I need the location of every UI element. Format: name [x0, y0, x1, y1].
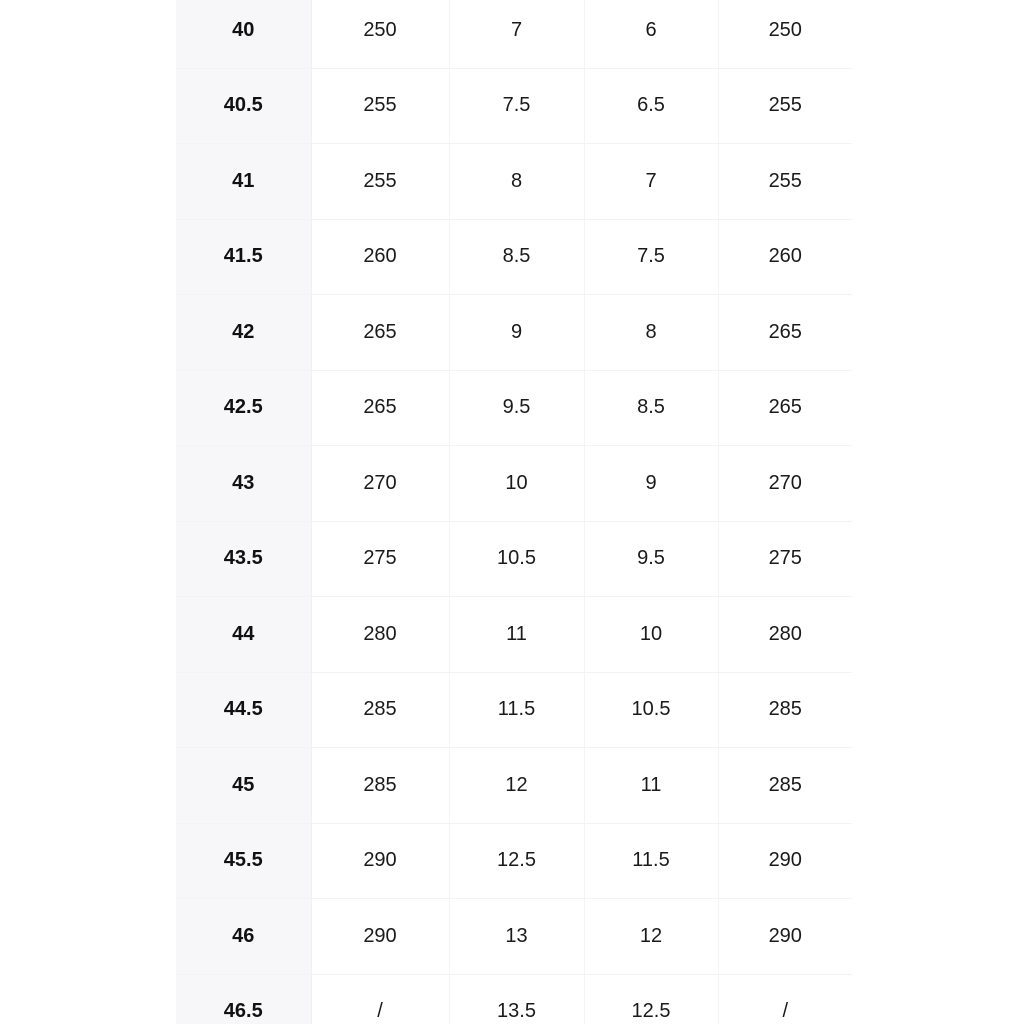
eu-size-cell: 46.5: [176, 974, 311, 1024]
table-cell: 13: [449, 899, 584, 975]
table-cell: 10.5: [449, 521, 584, 597]
table-cell: 285: [311, 672, 449, 748]
table-cell: 11.5: [449, 672, 584, 748]
table-cell: 10.5: [584, 672, 718, 748]
table-cell: 255: [718, 68, 852, 144]
table-cell: 7.5: [449, 68, 584, 144]
table-cell: 290: [718, 823, 852, 899]
eu-size-cell: 41: [176, 144, 311, 220]
eu-size-cell: 46: [176, 899, 311, 975]
table-row: [176, 0, 852, 68]
table-row: [176, 823, 852, 899]
eu-size-cell: 45.5: [176, 823, 311, 899]
table-cell: 270: [718, 446, 852, 522]
size-table-body: [176, 0, 852, 1024]
table-cell: 9.5: [584, 521, 718, 597]
table-cell: 10: [449, 446, 584, 522]
eu-size-cell: 43: [176, 446, 311, 522]
table-cell: 285: [718, 672, 852, 748]
table-cell: 7: [449, 0, 584, 68]
table-cell: 12.5: [449, 823, 584, 899]
table-row: [176, 295, 852, 371]
table-cell: 260: [718, 219, 852, 295]
table-cell: 11: [449, 597, 584, 673]
eu-size-cell: 44.5: [176, 672, 311, 748]
table-cell: 250: [311, 0, 449, 68]
table-cell: 255: [311, 144, 449, 220]
eu-size-cell: 40.5: [176, 68, 311, 144]
table-cell: 9: [449, 295, 584, 371]
table-cell: 8.5: [584, 370, 718, 446]
eu-size-cell: 41.5: [176, 219, 311, 295]
table-cell: 260: [311, 219, 449, 295]
table-cell: 280: [311, 597, 449, 673]
table-row: [176, 597, 852, 673]
table-row: [176, 899, 852, 975]
table-cell: 265: [718, 295, 852, 371]
table-cell: 290: [311, 823, 449, 899]
table-cell: 250: [718, 0, 852, 68]
table-row: [176, 219, 852, 295]
size-table: [176, 0, 852, 1024]
table-cell: 9: [584, 446, 718, 522]
table-cell: 265: [718, 370, 852, 446]
table-cell: 13.5: [449, 974, 584, 1024]
table-cell: 10: [584, 597, 718, 673]
table-cell: 8.5: [449, 219, 584, 295]
table-cell: 265: [311, 370, 449, 446]
table-row: [176, 144, 852, 220]
table-cell: 8: [584, 295, 718, 371]
eu-size-cell: 44: [176, 597, 311, 673]
table-cell: /: [718, 974, 852, 1024]
table-cell: 8: [449, 144, 584, 220]
table-cell: 275: [311, 521, 449, 597]
table-row: [176, 68, 852, 144]
table-row: [176, 446, 852, 522]
table-cell: 6: [584, 0, 718, 68]
table-cell: 270: [311, 446, 449, 522]
table-row: [176, 748, 852, 824]
table-cell: 265: [311, 295, 449, 371]
table-row: [176, 370, 852, 446]
table-cell: 7: [584, 144, 718, 220]
table-cell: 12: [584, 899, 718, 975]
table-cell: 285: [311, 748, 449, 824]
table-cell: /: [311, 974, 449, 1024]
table-cell: 290: [311, 899, 449, 975]
table-cell: 6.5: [584, 68, 718, 144]
eu-size-cell: 42: [176, 295, 311, 371]
table-cell: 285: [718, 748, 852, 824]
eu-size-cell: 40: [176, 0, 311, 68]
table-cell: 7.5: [584, 219, 718, 295]
table-cell: 275: [718, 521, 852, 597]
table-cell: 280: [718, 597, 852, 673]
table-row: [176, 974, 852, 1024]
eu-size-cell: 45: [176, 748, 311, 824]
eu-size-cell: 42.5: [176, 370, 311, 446]
table-cell: 290: [718, 899, 852, 975]
table-cell: 255: [311, 68, 449, 144]
eu-size-cell: 43.5: [176, 521, 311, 597]
table-cell: 12.5: [584, 974, 718, 1024]
table-cell: 11: [584, 748, 718, 824]
table-row: [176, 672, 852, 748]
table-cell: 255: [718, 144, 852, 220]
table-row: [176, 521, 852, 597]
table-cell: 9.5: [449, 370, 584, 446]
table-cell: 12: [449, 748, 584, 824]
table-cell: 11.5: [584, 823, 718, 899]
